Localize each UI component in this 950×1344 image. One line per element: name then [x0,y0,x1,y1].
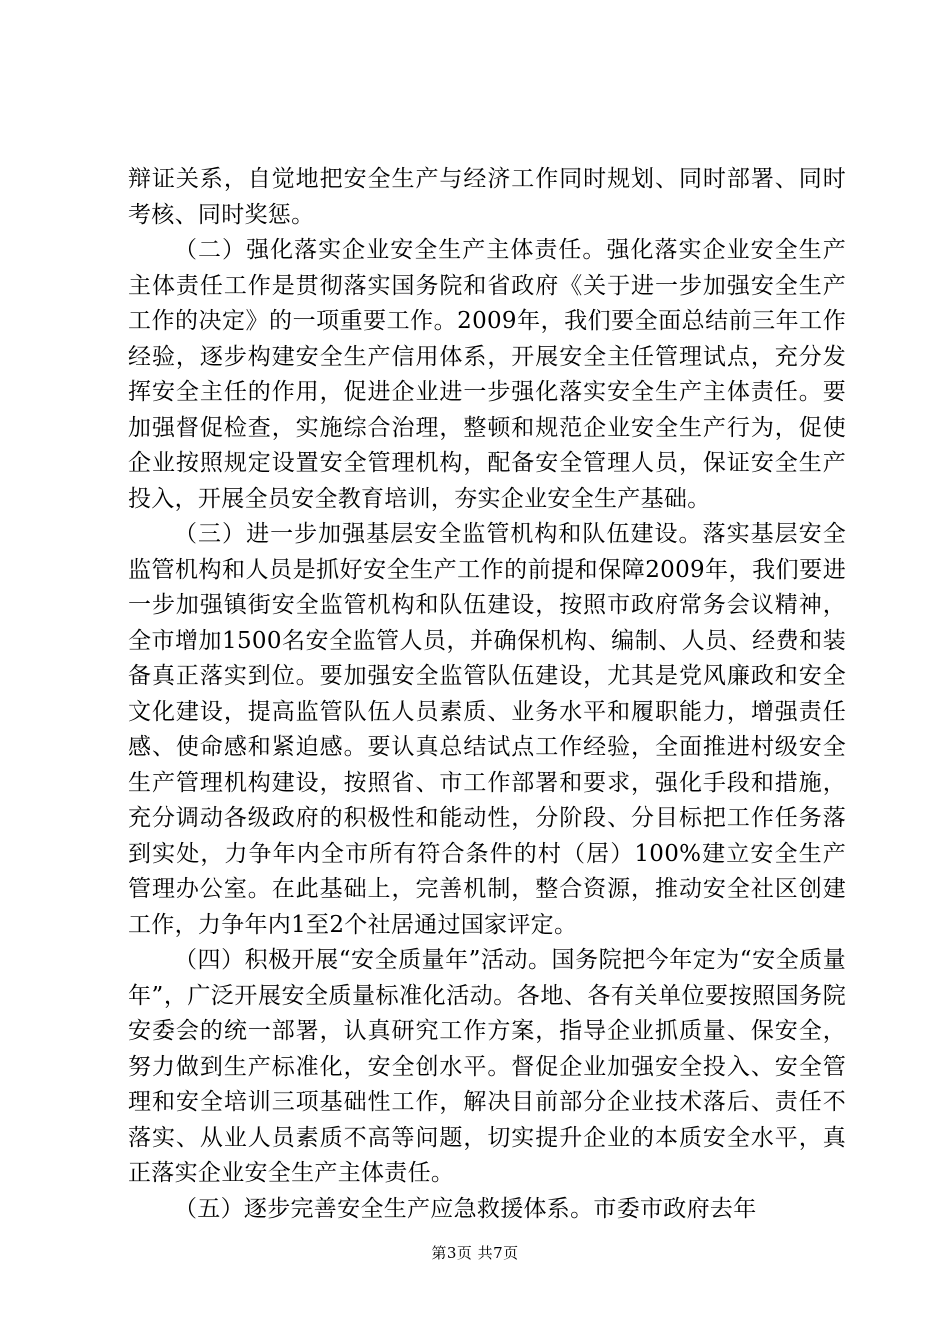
paragraph-section-2: （二）强化落实企业安全生产主体责任。强化落实企业安全生产主体责任工作是贯彻落实国务院和省政府《关于进一步加强安全生产工作的决定》的一项重要工作。2009年，我们要全面总结前三年工作经验，逐步构建安全生产信用体系，开展安全主任管理试点，充分发挥安全主任的作用，促进企业进一步强化落实安全生产主体责任。要加强督促检查，实施综合治理，整顿和规范企业安全生产行为，促使企业按照规定设置安全管理机构，配备安全管理人员，保证安全生产投入，开展全员安全教育培训，夯实企业安全生产基础。 [128,237,846,512]
paragraph-section-3: （三）进一步加强基层安全监管机构和队伍建设。落实基层安全监管机构和人员是抓好安全生产工作的前提和保障2009年，我们要进一步加强镇街安全监管机构和队伍建设，按照市政府常务会议精神，全市增加1500名安全监管人员，并确保机构、编制、人员、经费和装备真正落实到位。要加强安全监管队伍建设，尤其是党风廉政和安全文化建设，提高监管队伍人员素质、业务水平和履职能力，增强责任感、使命感和紧迫感。要认真总结试点工作经验，全面推进村级安全生产管理机构建设，按照省、市工作部署和要求，强化手段和措施，充分调动各级政府的积极性和能动性，分阶段、分目标把工作任务落到实处，力争年内全市所有符合条件的村（居）100%建立安全生产管理办公室。在此基础上，完善机制，整合资源，推动安全社区创建工作，力争年内1至2个社居通过国家评定。 [128,521,846,938]
paragraph-section-4: （四）积极开展“安全质量年”活动。国务院把今年定为“安全质量年”，广泛开展安全质量标准化活动。各地、各有关单位要按照国务院安委会的统一部署，认真研究工作方案，指导企业抓质量、保安全，努力做到生产标准化，安全创水平。督促企业加强安全投入、安全管理和安全培训三项基础性工作，解决目前部分企业技术落后、责任不落实、从业人员素质不高等问题，切实提升企业的本质安全水平，真正落实企业安全生产主体责任。 [128,947,846,1186]
paragraph-section-5: （五）逐步完善安全生产应急救援体系。市委市政府去年 [174,1195,757,1222]
document-body [128,162,846,1227]
page-number-footer: 第3页 共7页 [431,1244,519,1262]
paragraph-continuation: 辩证关系，自觉地把安全生产与经济工作同时规划、同时部署、同时考核、同时奖惩。 [128,166,846,228]
